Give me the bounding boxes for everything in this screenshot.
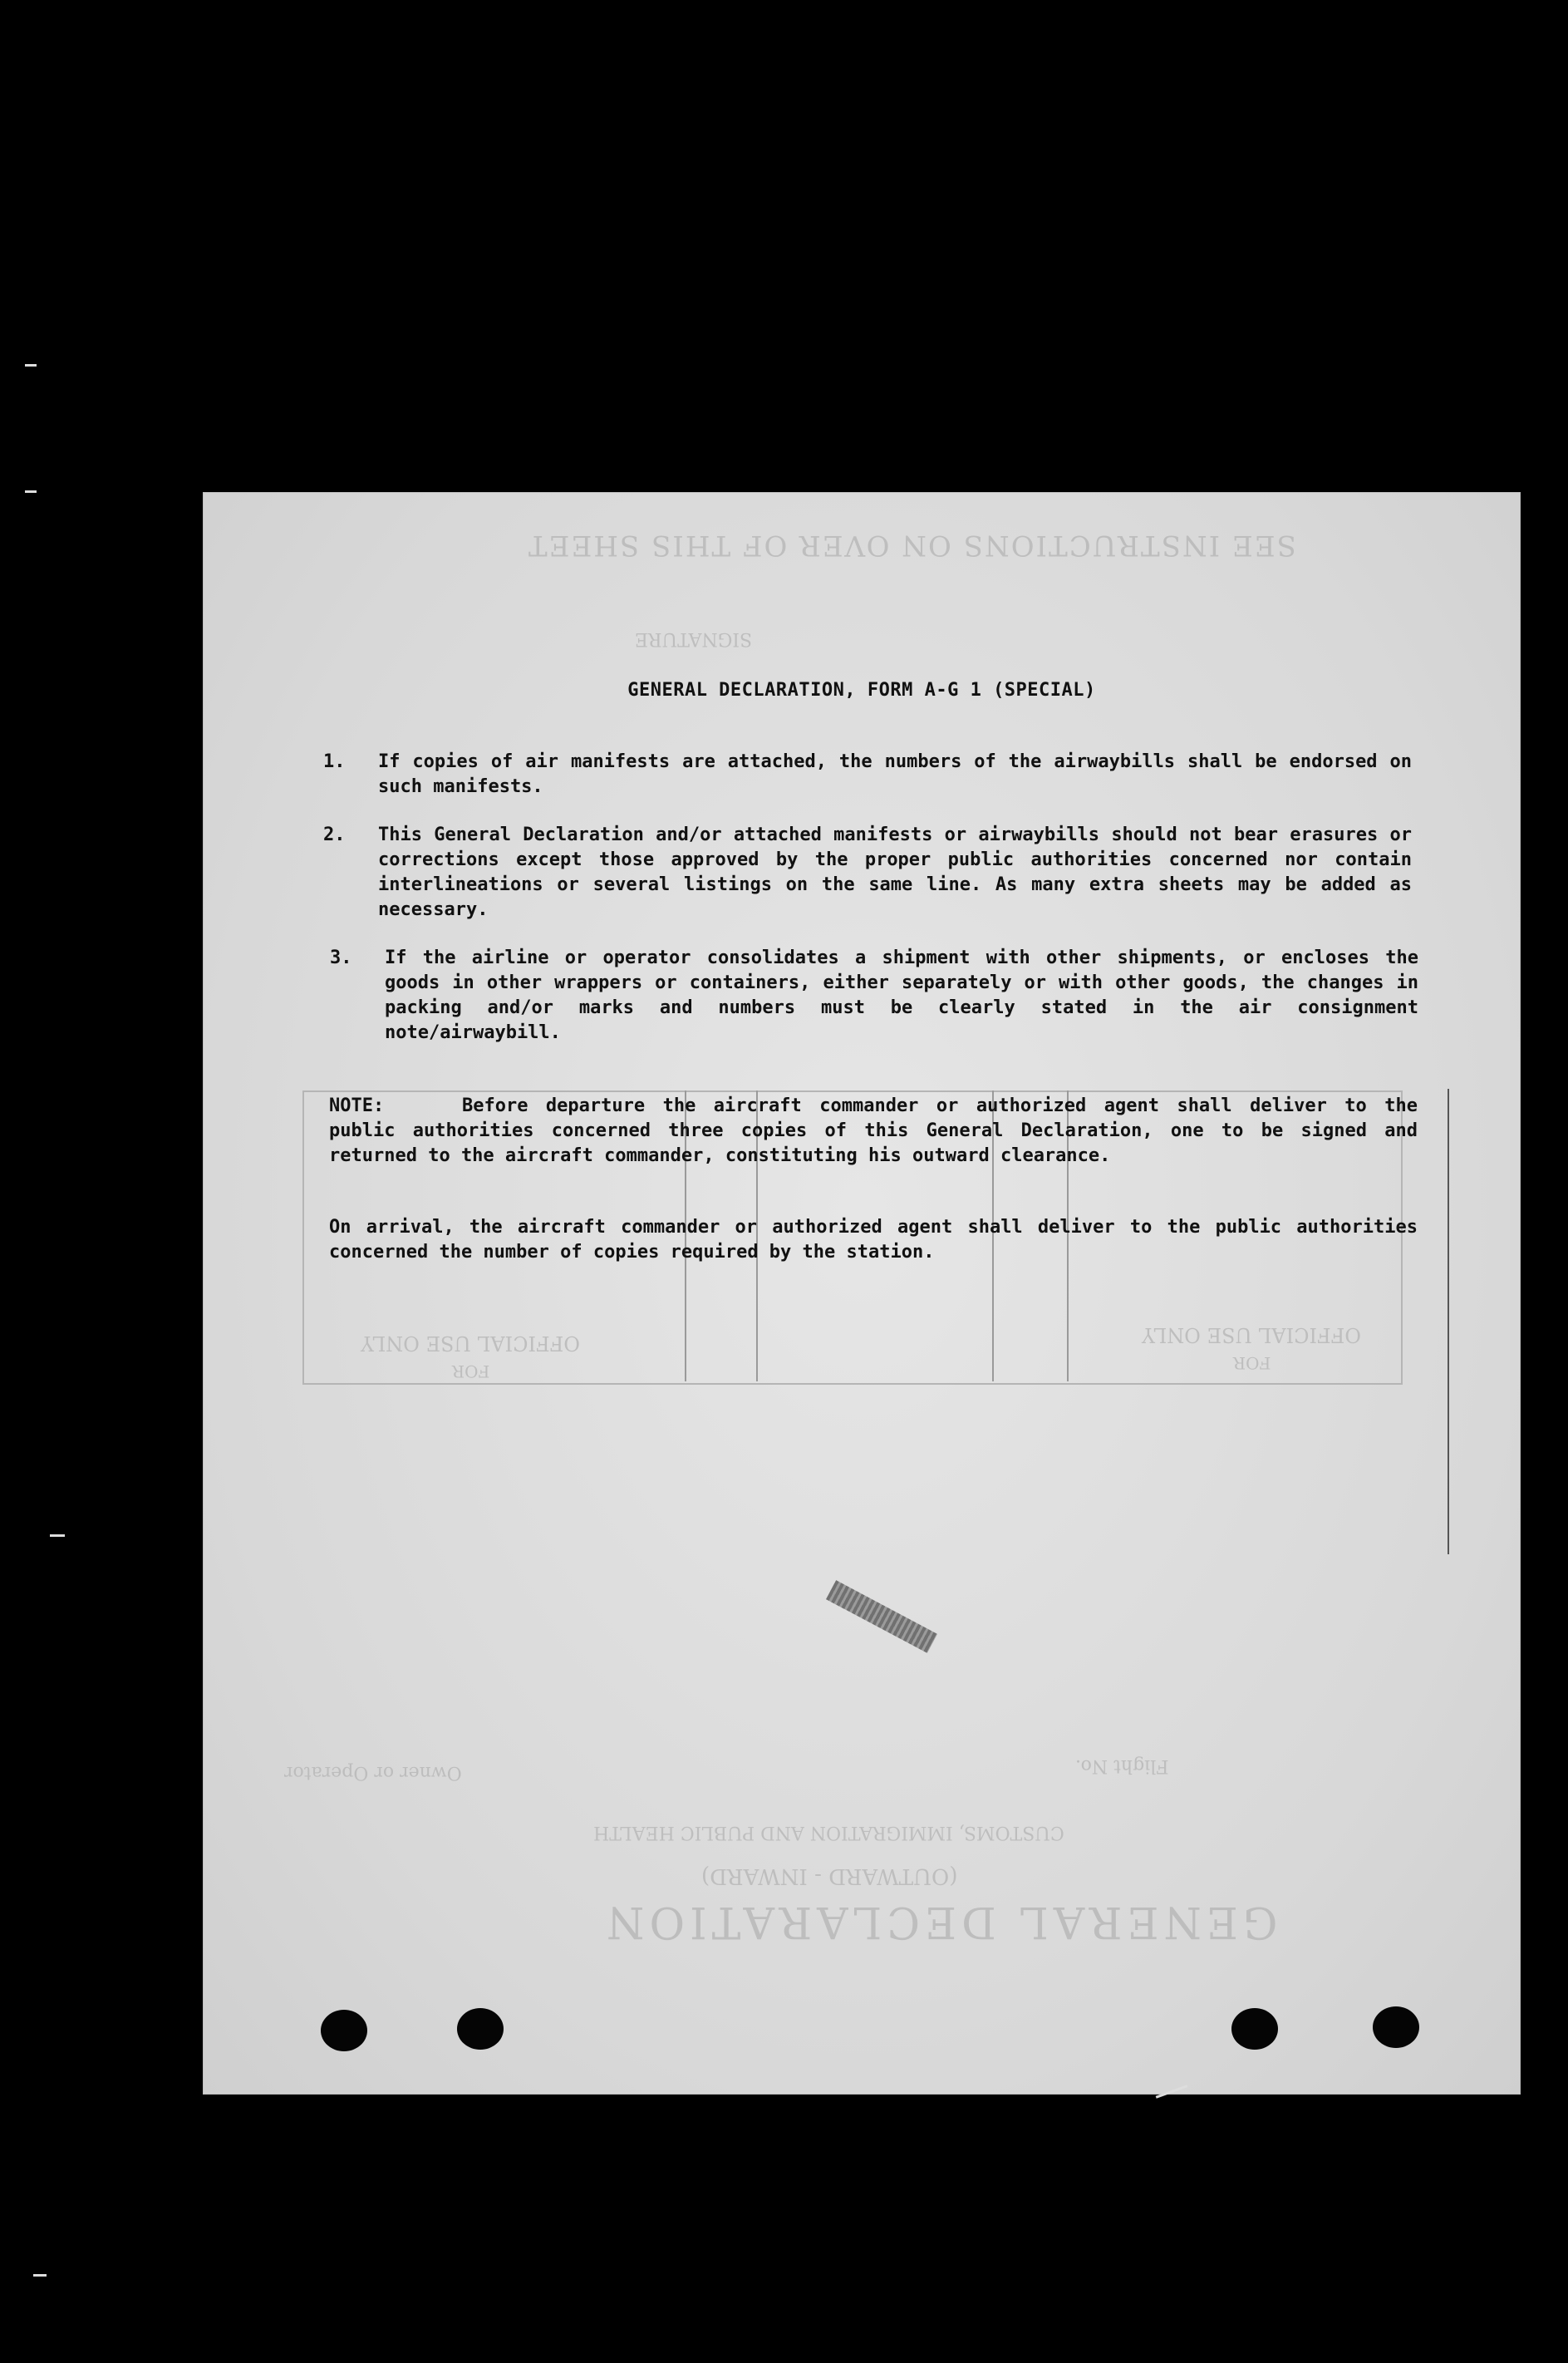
bleed-official-left: OFFICIAL USE ONLY (361, 1332, 580, 1355)
instruction-item-1 (323, 750, 1412, 800)
bleed-subtitle: (OUTWARD - INWARD) (701, 1863, 958, 1888)
punch-hole-1 (321, 2010, 367, 2051)
margin-speck (50, 1534, 65, 1537)
instruction-item-2 (323, 823, 1412, 923)
note-bracket-line (1448, 1089, 1449, 1554)
bleed-big-title: GENERAL DECLARATION (602, 1897, 1278, 1947)
bleed-top-heading: SEE INSTRUCTIONS ON OVER OF THIS SHEET (527, 529, 1296, 562)
arrival-note: On arrival, the aircraft commander or authorized agent shall deliver to the public authorities concerned the number of copies required by the station. (329, 1217, 1418, 1263)
margin-speck (25, 490, 37, 493)
bleed-official-right: OFFICIAL USE ONLY (1142, 1323, 1361, 1346)
punch-hole-4 (1373, 2006, 1419, 2048)
bleed-owner: Owner or Operator (284, 1762, 462, 1783)
bleed-flight-no: Flight No. (1075, 1755, 1169, 1776)
margin-speck (33, 2274, 47, 2277)
bleed-official-left-for: FOR (452, 1361, 490, 1381)
item-number: 2. (323, 825, 346, 845)
page-title: GENERAL DECLARATION, FORM A-G 1 (SPECIAL) (627, 680, 1096, 701)
instruction-item-3 (330, 946, 1418, 1046)
margin-speck (25, 364, 37, 367)
item-text: This General Declaration and/or attached manifests or airwaybills should not bear erasures or corrections except those approved by the proper public authorities concerned nor contain interlineations or several listings on the same line. As many extra sheets may be added as necessary. (378, 825, 1412, 920)
item-text: If the airline or operator consolidates a shipment with other shipments, or encloses the goods in other wrappers or containers, either separately or with other goods, the changes in packing and/or marks and numbers must be clearly stated in the air consignment note/airwaybill. (385, 948, 1418, 1043)
punch-hole-3 (1231, 2008, 1278, 2050)
note-label: NOTE: (329, 1095, 385, 1116)
item-number: 3. (330, 948, 352, 968)
document-sheet (203, 492, 1521, 2095)
bleed-form-line: CUSTOMS, IMMIGRATION AND PUBLIC HEALTH (593, 1822, 1064, 1843)
item-number: 1. (323, 751, 346, 772)
note-text: Before departure the aircraft commander or authorized agent shall deliver to the public authorities concerned three copies of this General Declaration, one to be signed and returned to the aircraft commander, constituting his outward clearance. (329, 1095, 1418, 1166)
departure-note (329, 1094, 1418, 1169)
bleed-official-right-for: FOR (1233, 1353, 1271, 1373)
item-text: If copies of air manifests are attached, the numbers of the airwaybills shall be endorsed on such manifests. (378, 751, 1412, 797)
punch-hole-2 (457, 2008, 504, 2050)
stamp-mark (826, 1580, 937, 1653)
bleed-signature-label: SIGNATURE (635, 628, 753, 649)
